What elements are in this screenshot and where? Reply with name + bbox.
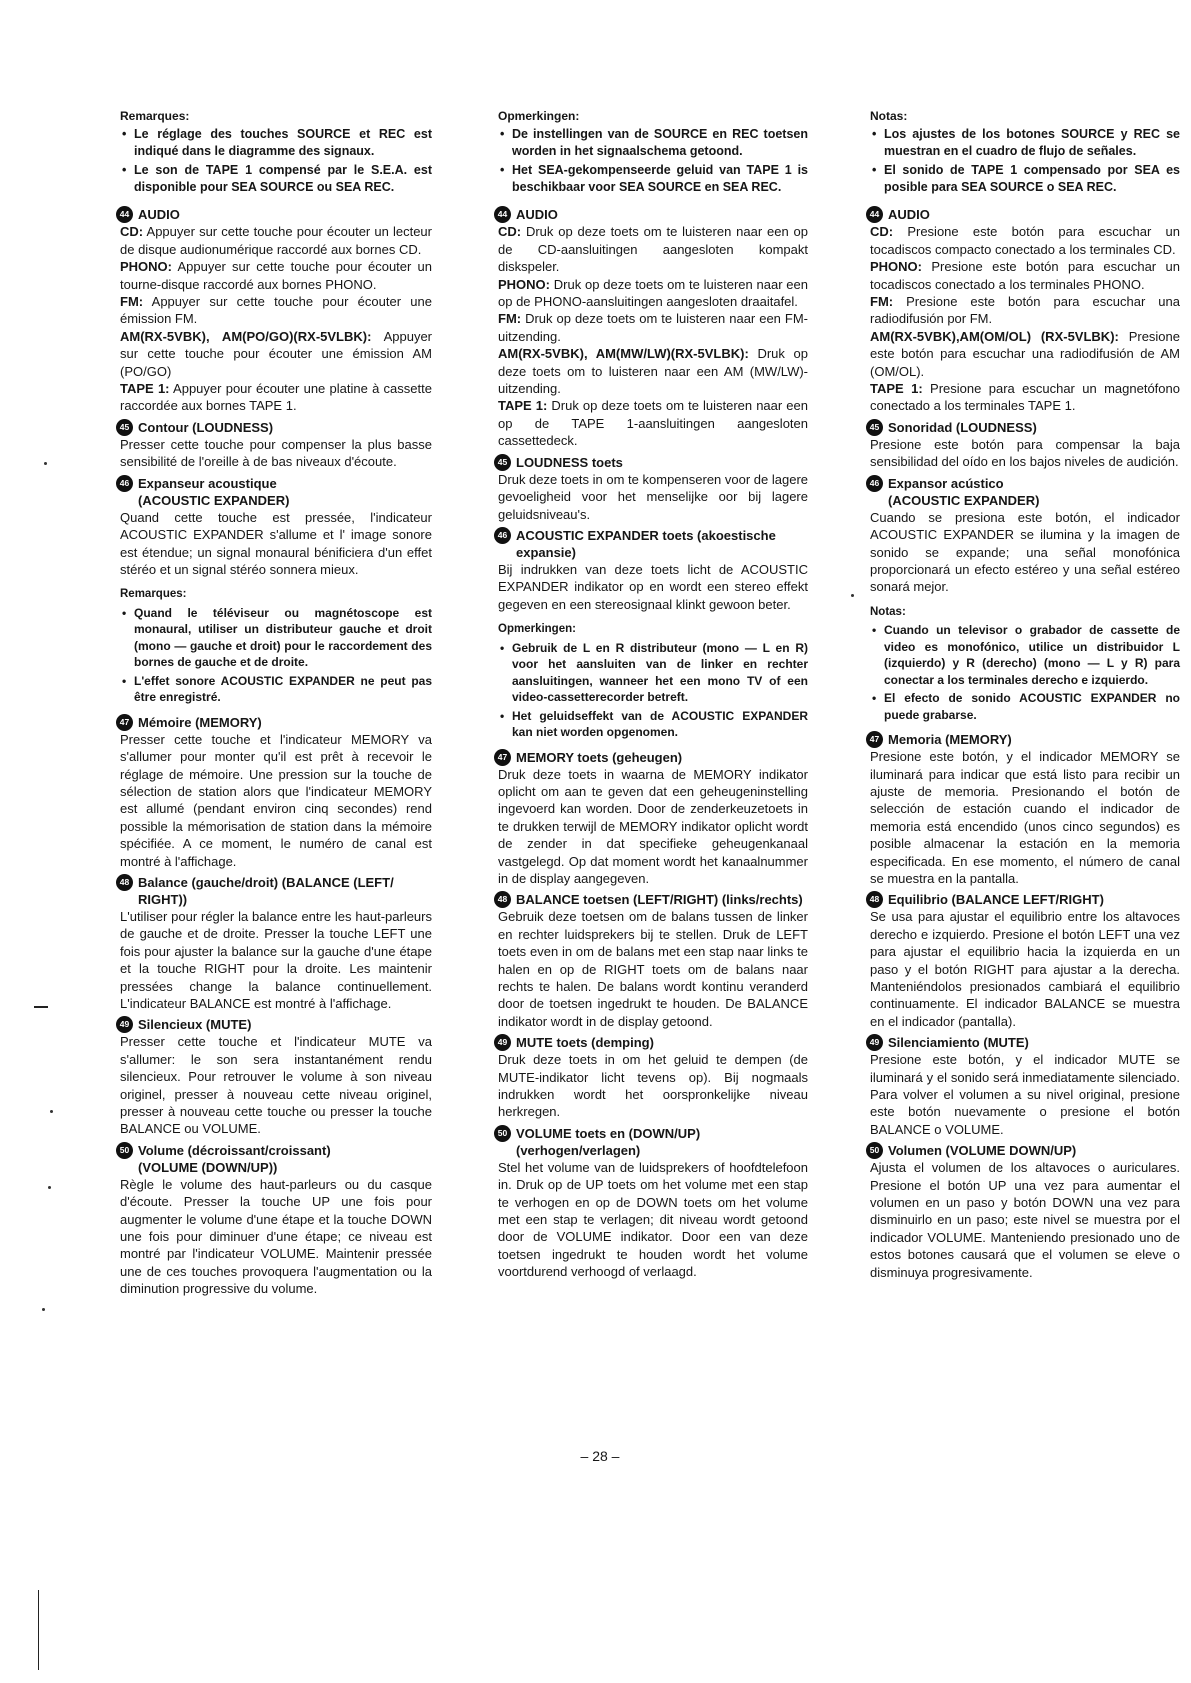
- spanish-expander-title2: (ACOUSTIC EXPANDER): [888, 492, 1040, 508]
- dutch-expander-notes-title: Opmerkingen:: [498, 623, 576, 636]
- dutch-fm-text: Druk op deze toets om te luisteren naar een FM-uitzending.: [498, 311, 808, 344]
- french-mute-text: Presser cette touche et l'indicateur MUTE va s'allumer: le son sera instantanément rendu silencieux. Pour retrouver le volume à son niveau originel, presser à nouveau cette niveau originel, presser à nouveau cette touche ou presser la touche BALANCE ou VOLUME.: [120, 1034, 432, 1137]
- spanish-fm-label: FM:: [870, 294, 894, 310]
- french-fm-label: FM:: [120, 294, 144, 310]
- french-expander-title: Expanseur acoustique: [138, 475, 277, 491]
- scan-dot: [50, 1110, 53, 1113]
- french-note-2: • Le son de TAPE 1 compensé par le S.E.A. est disponible pour SEA SOURCE ou SEA REC.: [120, 162, 432, 196]
- dutch-expander-note-2: • Het geluidseffekt van de ACOUSTIC EXPANDER kan niet worden opgenomen.: [498, 708, 808, 741]
- dutch-mute-title: MUTE toets (demping): [516, 1035, 654, 1051]
- section-number-badge: 46: [116, 475, 133, 492]
- french-volume-title: Volume (décroissant/croissant): [138, 1142, 331, 1158]
- french-mute-section: [120, 1016, 432, 1137]
- section-number-badge: 49: [116, 1016, 133, 1033]
- dutch-cd-text: Druk op deze toets om te luisteren naar een op de CD-aansluitingen aangesloten kompakt diskspeler.: [498, 224, 808, 275]
- dutch-note-1: • De instellingen van de SOURCE en REC toetsen worden in het signaalschema getoond.: [498, 126, 808, 160]
- spanish-cd-text: Presione este botón para escuchar un tocadiscos compacto conectado a los terminales CD.: [870, 224, 1180, 257]
- section-number-badge: 45: [116, 419, 133, 436]
- scan-mark: [34, 1006, 48, 1008]
- dutch-loudness-text: Druk deze toets in om te kompenseren voor de lagere gevoeligheid voor het menselijke oor bij lagere geluidsniveau's.: [498, 471, 809, 522]
- dutch-expander-notes: [498, 640, 808, 741]
- spanish-volume-title: Volumen (VOLUME DOWN/UP): [888, 1143, 1077, 1159]
- spanish-loudness-title: Sonoridad (LOUDNESS): [888, 419, 1037, 435]
- spanish-volume-section: [870, 1142, 1180, 1281]
- spanish-memory-section: [870, 731, 1180, 887]
- french-balance-section: [120, 874, 432, 1012]
- spanish-mute-section: [870, 1034, 1180, 1138]
- french-expander-notes: [120, 605, 432, 706]
- french-volume-text: Règle le volume des haut-parleurs ou du casque d'écoute. Presser la touche UP une fois pour augmenter le volume d'une étape et la touche DOWN une fois pour diminuer d'une étape; ce niveau est montré par l'indicateur VOLUME. Maintenir pressée une de ces touches provoquera l'augmentation ou la diminution progressive du volume.: [120, 1176, 432, 1297]
- spanish-phono-text: Presione este botón para escuchar un tocadiscos conectado a los terminales PHONO.: [870, 259, 1180, 292]
- spanish-audio-section: [870, 206, 1180, 414]
- dutch-am-text: Druk op deze toets om to luisteren naar een AM (MW/LW)-uitzending.: [498, 346, 808, 397]
- dutch-expander-text: Bij indrukken van deze toets licht de ACOUSTIC EXPANDER indikator op en wordt een stereo effekt gegeven en een stereosignaal klinkt gewoon beter.: [498, 561, 808, 612]
- spanish-expander-note-1: • Cuando un televisor o grabador de cassette de video es monofónico, utilice un distribuidor L (izquierdo) y R (derecho) (mono — L y R) para conectar a los terminales derecho e izquierdo.: [870, 622, 1180, 688]
- dutch-balance-section: [498, 891, 808, 1030]
- french-tape-text: Appuyer pour écouter une platine à cassette raccordée aux bornes TAPE 1.: [120, 381, 432, 414]
- dutch-memory-text: Druk deze toets in waarna de MEMORY indikator oplicht om aan te geven dat een geheugeninstelling ingevoerd kan worden. Door de zenderkeuzetoets in te drukken terwijl de MEMORY indikator oplicht wordt de zender in dat specifieke geheugenkanaal vastgelegd. Op dat moment wordt het kanaalnummer in de display aangegeven.: [498, 766, 808, 886]
- dutch-expander-section: [498, 527, 808, 741]
- french-note-1: • Le réglage des touches SOURCE et REC est indiqué dans le diagramme des signaux.: [120, 126, 432, 160]
- french-notes: [120, 126, 432, 196]
- spanish-am-text: Presione este botón para escuchar una radiodifusión de AM (OM/OL).: [870, 328, 1180, 379]
- section-number-badge: 46: [866, 475, 883, 492]
- dutch-memory-title: MEMORY toets (geheugen): [516, 749, 683, 765]
- scan-dot: [851, 594, 854, 597]
- spanish-phono-label: PHONO:: [870, 259, 922, 275]
- scan-dot: [44, 462, 47, 465]
- spanish-fm-text: Presione este botón para escuchar una radiodifusión por FM.: [870, 294, 1180, 327]
- french-tape-label: TAPE 1:: [120, 381, 170, 397]
- french-cd-label: CD:: [120, 224, 144, 240]
- spanish-balance-section: [870, 891, 1180, 1030]
- dutch-expander-note-1: • Gebruik de L en R distributeur (mono — L en R) voor het aansluiten van de linker en rechter aansluitingen, wanneer het een mono TV of een video-cassetterecorder betreft.: [498, 640, 808, 706]
- french-expander-note-1: • Quand le téléviseur ou magnétoscope est monaural, utiliser un distributeur gauche et droit (mono — gauche et droit) pour le raccordement des bornes de gauche et de droite.: [120, 605, 432, 671]
- section-number-badge: 48: [116, 874, 133, 891]
- dutch-am-label: AM(RX-5VBK), AM(MW/LW)(RX-5VLBK):: [498, 346, 749, 362]
- french-contour-title: Contour (LOUDNESS): [138, 419, 274, 435]
- section-number-badge: 47: [116, 714, 133, 731]
- dutch-volume-section: [498, 1125, 808, 1281]
- french-volume-section: [120, 1142, 432, 1298]
- french-expander-text: Quand cette touche est pressée, l'indicateur ACOUSTIC EXPANDER s'allume et l' image sonore est étendue; un signal monaural bénificiera d'un effet stéréo et un signal stéréo sonnera mieux.: [120, 509, 432, 577]
- dutch-balance-title: BALANCE toetsen (LEFT/RIGHT) (links/rechts): [516, 892, 803, 908]
- section-number-badge: 44: [494, 206, 511, 223]
- spanish-note-2: • El sonido de TAPE 1 compensado por SEA es posible para SEA SOURCE o SEA REC.: [870, 162, 1180, 196]
- french-balance-title: Balance (gauche/droit) (BALANCE (LEFT/ RIGHT)): [138, 874, 394, 907]
- spanish-tape-label: TAPE 1:: [870, 381, 923, 397]
- spanish-note-1: • Los ajustes de los botones SOURCE y REC se muestran en el cuadro de flujo de señales.: [870, 126, 1180, 160]
- spanish-expander-section: [870, 475, 1180, 723]
- dutch-volume-title2: (verhogen/verlagen): [516, 1142, 641, 1158]
- dutch-audio-title: AUDIO: [516, 207, 558, 223]
- section-number-badge: 47: [866, 731, 883, 748]
- dutch-notes: [498, 126, 808, 196]
- dutch-notes-title: Opmerkingen:: [498, 109, 580, 123]
- spanish-expander-note-2: • El efecto de sonido ACOUSTIC EXPANDER no puede grabarse.: [870, 690, 1180, 723]
- french-audio-title: AUDIO: [138, 207, 180, 223]
- section-number-badge: 48: [494, 891, 511, 908]
- dutch-note-2: • Het SEA-gekompenseerde geluid van TAPE 1 is beschikbaar voor SEA SOURCE en SEA REC.: [498, 162, 808, 196]
- page-number: – 28 –: [580, 1448, 620, 1464]
- section-number-badge: 49: [866, 1034, 883, 1051]
- section-number-badge: 47: [494, 749, 511, 766]
- spanish-cd-label: CD:: [870, 224, 894, 240]
- spanish-expander-text: Cuando se presiona este botón, el indicador ACOUSTIC EXPANDER se ilumina y la imagen de sonido se expande; una señal monofónica proporcionará un efecto estéreo y una señal estéreo sonará mejor.: [870, 509, 1180, 595]
- french-contour-section: [120, 419, 432, 471]
- spanish-loudness-section: [870, 419, 1180, 471]
- spanish-tape-text: Presione para escuchar un magnetófono conectado a los terminales TAPE 1.: [870, 381, 1180, 414]
- french-balance-text: L'utiliser pour régler la balance entre les haut-parleurs de gauche et de droite. Presser la touche LEFT une fois pour ajuster la balance sur la gauche d'une étape et la touche RIGHT pour la droite. Les maintenir pressées change la balance continuellement. L'indicateur BALANCE est montré à l'affichage.: [120, 908, 432, 1011]
- spanish-balance-text: Se usa para ajustar el equilibrio entre los altavoces derecho e izquierdo. Presione el botón LEFT una vez para ajustar el equilibrio hacia la izquierda en un paso y el botón RIGHT para ajustar a la derecha. Manteniéndolos presionados cambiará el equilibrio continuamente. El indicador BALANCE se muestra en el indicador (pantalla).: [870, 909, 1180, 1029]
- section-number-badge: 45: [866, 419, 883, 436]
- section-number-badge: 45: [494, 454, 511, 471]
- french-memory-title: Mémoire (MEMORY): [138, 714, 262, 730]
- spanish-mute-title: Silenciamiento (MUTE): [888, 1035, 1029, 1051]
- section-number-badge: 50: [866, 1142, 883, 1159]
- dutch-loudness-section: [498, 454, 808, 523]
- dutch-tape-label: TAPE 1:: [498, 398, 548, 414]
- french-expander-section: [120, 475, 432, 706]
- french-expander-note-2: • L'effet sonore ACOUSTIC EXPANDER ne peut pas être enregistré.: [120, 673, 432, 706]
- french-column: [120, 108, 432, 1300]
- spanish-audio-title: AUDIO: [888, 207, 930, 223]
- spanish-memory-title: Memoria (MEMORY): [888, 732, 1012, 748]
- dutch-mute-section: [498, 1034, 808, 1121]
- dutch-tape-text: Druk op deze toets om te luisteren naar een op de TAPE 1-aansluitingen aangesloten cassettedeck.: [498, 398, 808, 449]
- dutch-phono-text: Druk op deze toets om te luisteren naar een op de PHONO-aansluitingen aangesloten draaitafel.: [498, 276, 808, 310]
- dutch-volume-text: Stel het volume van de luidsprekers of hoofdtelefoon in. Druk op de UP toets om het volume met een stap te verhogen en op de DOWN toets om het volume met een stap te verlagen; dit niveau wordt getoond door de VOLUME indikator. Door een van deze toetsen ingedrukt te houden wordt het volume voortdurend verhoogd of verlaagd.: [498, 1159, 808, 1280]
- dutch-column: [498, 108, 808, 1283]
- french-phono-label: PHONO:: [120, 259, 172, 275]
- dutch-phono-label: PHONO:: [498, 276, 550, 292]
- french-expander-title2: (ACOUSTIC EXPANDER): [138, 492, 290, 508]
- dutch-volume-title: VOLUME toets en (DOWN/UP): [516, 1125, 701, 1141]
- section-number-badge: 46: [494, 527, 511, 544]
- section-number-badge: 49: [494, 1034, 511, 1051]
- section-number-badge: 48: [866, 891, 883, 908]
- section-number-badge: 44: [116, 206, 133, 223]
- french-expander-notes-title: Remarques:: [120, 588, 187, 601]
- french-memory-section: [120, 714, 432, 870]
- spanish-am-label: AM(RX-5VBK),AM(OM/OL) (RX-5VLBK):: [870, 328, 1119, 344]
- dutch-audio-section: [498, 206, 808, 449]
- dutch-expander-title: ACOUSTIC EXPANDER toets (akoestische expansie): [516, 527, 776, 560]
- french-memory-text: Presser cette touche et l'indicateur MEMORY va s'allumer pour monter qu'il est prêt à recevoir le réglage de mémoire. Une pression sur la touche de sélection de station alors que l'indicateur MEMORY est allumé (pendant environ cinq secondes) rend possible la mémorisation de station dans la mémoire spécifiée. A ce moment, le numéro de canal est montré à l'affichage.: [120, 731, 432, 869]
- spanish-expander-notes-title: Notas:: [870, 605, 906, 618]
- dutch-mute-text: Druk deze toets in om het geluid te dempen (de MUTE-indikator licht tevens op). Bij nogmaals indrukken wordt het oorspronkelijke niveau herkregen.: [498, 1052, 808, 1120]
- spanish-notes-title: Notas:: [870, 109, 908, 123]
- french-volume-title2: (VOLUME (DOWN/UP)): [138, 1159, 278, 1175]
- section-number-badge: 50: [494, 1125, 511, 1142]
- french-fm-text: Appuyer sur cette touche pour écouter une émission FM.: [120, 294, 432, 327]
- section-number-badge: 50: [116, 1142, 133, 1159]
- spanish-column: [870, 108, 1180, 1283]
- dutch-fm-label: FM:: [498, 311, 522, 327]
- french-mute-title: Silencieux (MUTE): [138, 1017, 252, 1033]
- spanish-balance-title: Equilibrio (BALANCE LEFT/RIGHT): [888, 892, 1104, 908]
- scan-mark: [38, 1590, 39, 1670]
- dutch-balance-text: Gebruik deze toetsen om de balans tussen de linker en rechter luidsprekers bij te stellen. Druk de LEFT toets even in om de balans met een stap naar links te halen en op de RIGHT toets om de balans naar rechts te halen. De balans wordt kontinu veranderd door de toetsen ingedrukt te houden. De BALANCE indikator wordt in de display getoond.: [498, 909, 808, 1029]
- french-cd-text: Appuyer sur cette touche pour écouter un lecteur de disque audionumérique raccordé aux bornes CD.: [120, 224, 432, 257]
- spanish-mute-text: Presione este botón, y el indicador MUTE se iluminará y el sonido será inmediatamente silenciado. Para volver el volumen a su nivel original, presione este botón nuevamente o presione el botón BALANCE o VOLUME.: [870, 1052, 1180, 1137]
- french-notes-title: Remarques:: [120, 109, 190, 123]
- spanish-expander-notes: [870, 622, 1180, 723]
- dutch-loudness-title: LOUDNESS toets: [516, 454, 623, 470]
- french-audio-section: [120, 206, 432, 414]
- scan-dot: [42, 1308, 45, 1311]
- spanish-expander-title: Expansor acústico: [888, 475, 1004, 491]
- french-phono-text: Appuyer sur cette touche pour écouter un tourne-disque raccordé aux bornes PHONO.: [120, 259, 432, 292]
- dutch-cd-label: CD:: [498, 224, 522, 240]
- dutch-memory-section: [498, 749, 808, 888]
- spanish-loudness-text: Presione este botón para compensar la baja sensibilidad del oído en los bajos niveles de audición.: [870, 436, 1180, 470]
- spanish-notes: [870, 126, 1180, 196]
- french-am-text: Appuyer sur cette touche pour écouter une émission AM (PO/GO): [120, 328, 432, 379]
- scan-dot: [48, 1186, 51, 1189]
- spanish-memory-text: Presione este botón, y el indicador MEMORY se iluminará para indicar que está listo para recibir un ajuste de memoria. Presionando el botón de selección de estación cuando el indicador de memoria está encendido (unos cinco segundos) es posible almacenar la estación en la memoria especificada. En ese momento, el número de canal se muestra en la pantalla.: [870, 749, 1180, 886]
- section-number-badge: 44: [866, 206, 883, 223]
- spanish-volume-text: Ajusta el volumen de los altavoces o auriculares. Presione el botón UP una vez para aumentar el volumen en un paso y botón DOWN una vez para disminuirlo en un paso; este nivel se muestra por el indicador VOLUME. Manteniendo presionado uno de estos botones causará que el volumen se eleve o disminuya progresivamente.: [870, 1160, 1180, 1280]
- french-contour-text: Presser cette touche pour compenser la plus basse sensibilité de l'oreille à de bas niveaux d'écoute.: [120, 436, 432, 470]
- french-am-label: AM(RX-5VBK), AM(PO/GO)(RX-5VLBK):: [120, 328, 372, 344]
